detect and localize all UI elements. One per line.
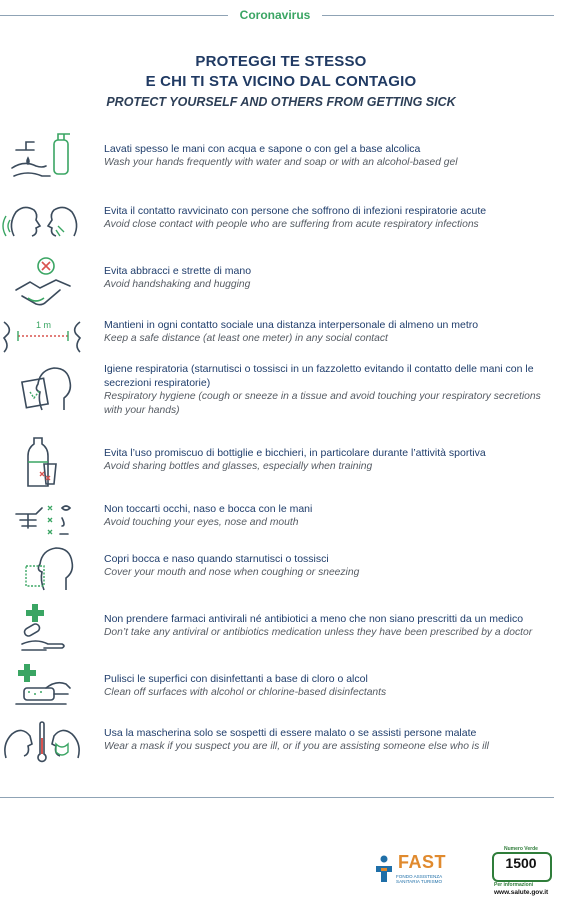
fast-logo-sub1: FONDO ASSISTENZA xyxy=(396,874,443,879)
rule-text-en: Wear a mask if you suspect you are ill, or if you are assisting someone else who is ill xyxy=(104,741,489,752)
tissue-icon xyxy=(2,358,82,418)
hotline-number: 1500 xyxy=(505,855,537,871)
rule-text-it: Igiene respiratoria (starnutisci o tossisci in un fazzoletto evitando il contatto delle mani con le secrezioni respiratorie) xyxy=(104,363,534,389)
rule-text-en: Avoid sharing bottles and glasses, especially when training xyxy=(104,461,373,472)
hotline-badge xyxy=(492,846,554,898)
rule-text-en: Keep a safe distance (at least one meter) in any social contact xyxy=(104,333,388,344)
website-link[interactable]: www.salute.gov.it xyxy=(494,889,549,896)
disinfect-surface-icon xyxy=(2,660,82,720)
close-contact-icon xyxy=(2,192,82,252)
medication-icon xyxy=(2,598,82,658)
header-rule-left xyxy=(0,15,228,16)
rule-text-it: Evita abbracci e strette di mano xyxy=(104,265,252,277)
rule-text-en: Wash your hands frequently with water and soap or with an alcohol-based gel xyxy=(104,157,458,168)
bottle-glass-icon xyxy=(2,432,82,492)
mask-icon xyxy=(2,714,82,774)
page-subtitle: PROTECT YOURSELF AND OTHERS FROM GETTING SICK xyxy=(106,95,456,109)
section-header xyxy=(0,6,562,24)
rule-text-en: Avoid close contact with people who are suffering from acute respiratory infections xyxy=(104,219,479,230)
rule-text-en: Don’t take any antiviral or antibiotics medication unless they have been prescribed by a doctor xyxy=(104,627,533,638)
fast-logo-text: FAST xyxy=(398,852,447,872)
rule-text-en: Respiratory hygiene (cough or sneeze in a tissue and avoid touching your respiratory secretions with your hands) xyxy=(104,391,541,416)
rule-text-it: Usa la mascherina solo se sospetti di essere malato o se assisti persone malate xyxy=(104,727,477,739)
handwash-icon xyxy=(2,128,82,188)
cover-mouth-icon xyxy=(2,538,82,598)
rule-text-it: Mantieni in ogni contatto sociale una distanza interpersonale di almeno un metro xyxy=(104,319,479,331)
handshake-icon xyxy=(2,252,82,312)
page-title-line2: E CHI TI STA VICINO DAL CONTAGIO xyxy=(145,73,417,90)
fast-logo xyxy=(372,852,452,884)
rule-text-it: Evita l’uso promiscuo di bottiglie e bicchieri, in particolare durante l’attività sportiva xyxy=(104,447,486,459)
rule-text-it: Lavati spesso le mani con acqua e sapone o con gel a base alcolica xyxy=(104,143,421,155)
page-title-line1: PROTEGGI TE STESSO xyxy=(195,53,367,70)
rule-text-it: Non prendere farmaci antivirali né antibiotici a meno che non siano prescritti da un medico xyxy=(104,613,524,625)
rule-text-it: Evita il contatto ravvicinato con persone che soffrono di infezioni respiratorie acute xyxy=(104,205,487,217)
fast-logo-sub2: SANITARIA TURISMO xyxy=(396,879,443,884)
rule-text-it: Copri bocca e naso quando starnutisci o tossisci xyxy=(104,553,329,565)
rule-text-en: Avoid touching your eyes, nose and mouth xyxy=(104,517,299,528)
fast-logo-icon xyxy=(372,854,396,884)
footer-divider xyxy=(0,797,554,798)
rule-text-it: Pulisci le superfici con disinfettanti a base di cloro o alcol xyxy=(104,673,368,685)
header-rule-right xyxy=(322,15,554,16)
rule-text-it: Non toccarti occhi, naso e bocca con le mani xyxy=(104,503,313,515)
section-label: Coronavirus xyxy=(239,8,311,22)
hotline-tag: Numero Verde xyxy=(504,846,538,852)
rule-text-en: Avoid handshaking and hugging xyxy=(104,279,251,290)
rule-text-en: Cover your mouth and nose when coughing or sneezing xyxy=(104,567,360,578)
rule-text-en: Clean off surfaces with alcohol or chlorine-based disinfectants xyxy=(104,687,387,698)
hotline-info-label: Per informazioni xyxy=(494,882,534,888)
distance-label: 1 m xyxy=(36,320,52,330)
